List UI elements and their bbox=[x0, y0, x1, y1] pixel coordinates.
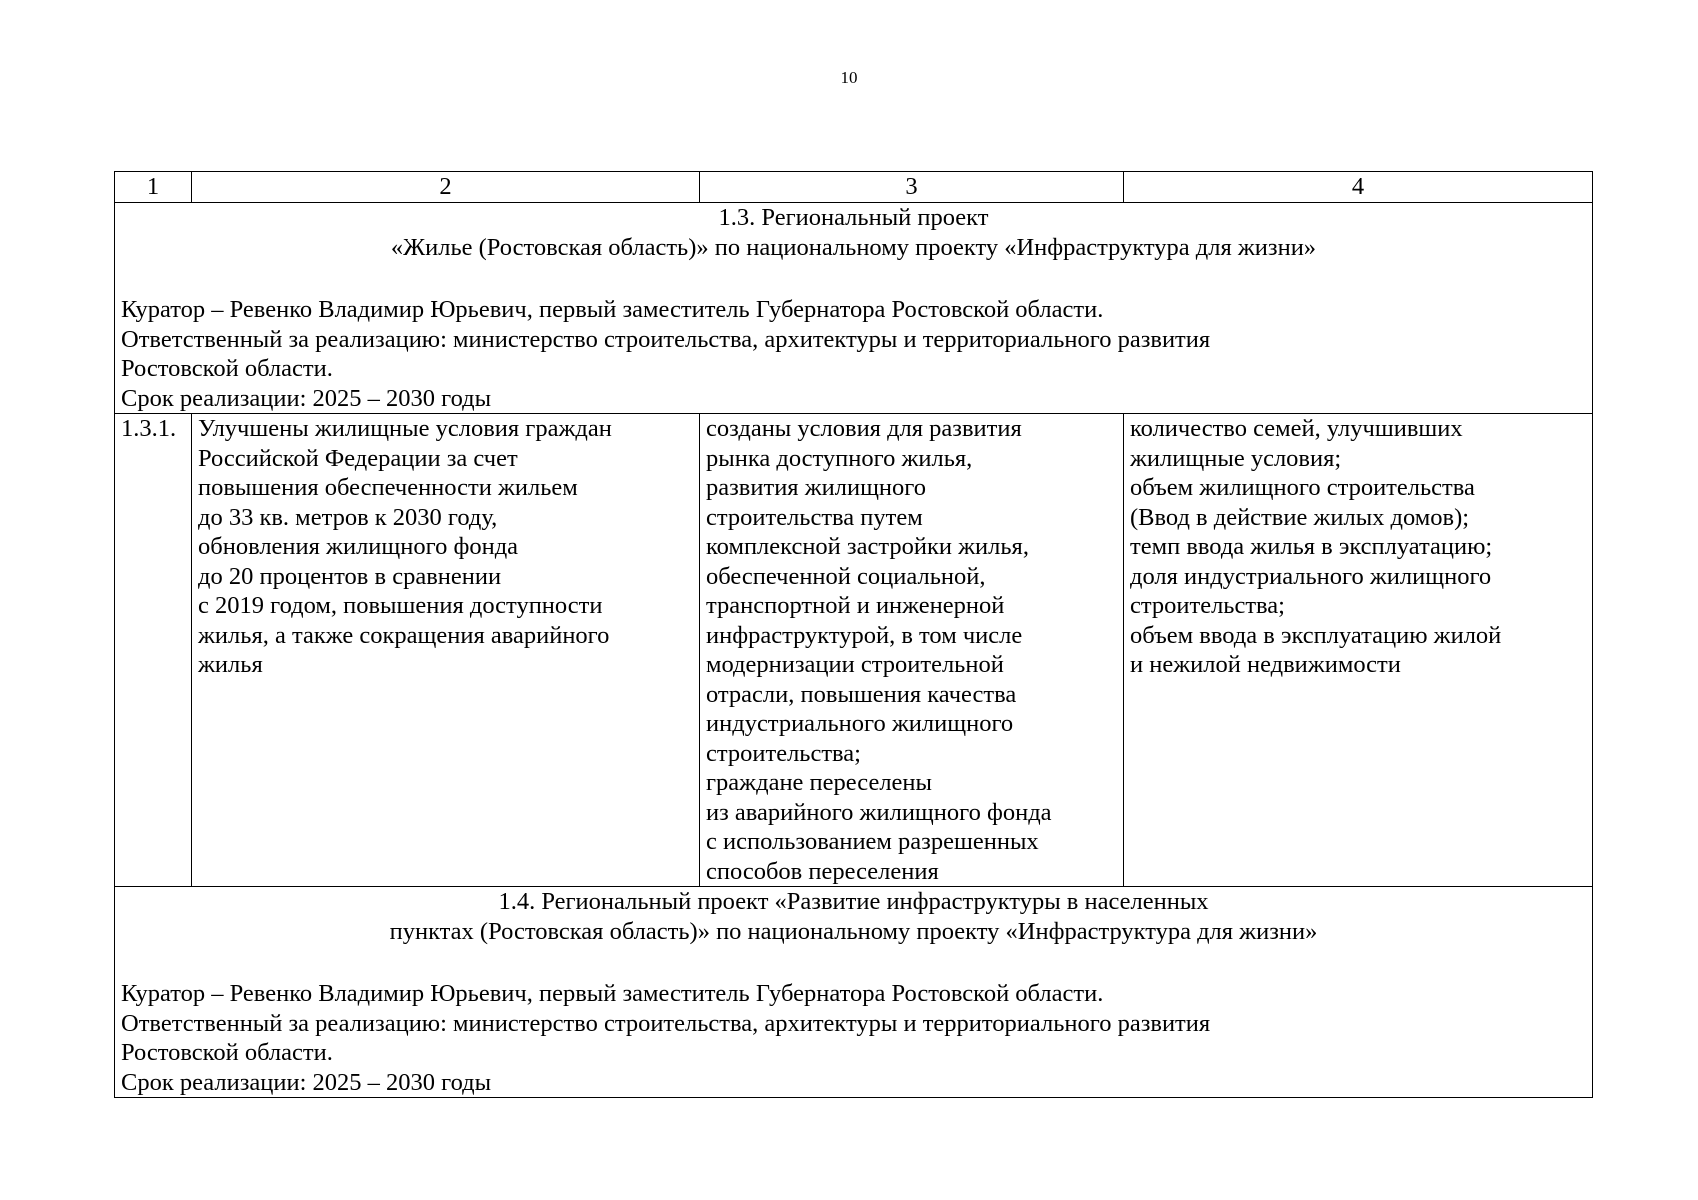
effects-line: рынка доступного жилья, bbox=[706, 444, 973, 472]
effects-line: способов переселения bbox=[706, 857, 939, 885]
column-number-4: 4 bbox=[1124, 172, 1593, 203]
effects-line: развития жилищного bbox=[706, 474, 926, 501]
indicators-line: темп ввода жилья в эксплуатацию; bbox=[1130, 533, 1493, 560]
effects-line: созданы условия для развития bbox=[706, 415, 1022, 442]
task-line: повышения обеспеченности жильем bbox=[198, 474, 578, 501]
indicators-line: и нежилой недвижимости bbox=[1130, 651, 1401, 678]
document-table bbox=[114, 171, 1593, 1098]
section-row-1-4 bbox=[115, 887, 1593, 1098]
section-1-3-period: Срок реализации: 2025 – 2030 годы bbox=[121, 384, 492, 412]
section-1-4-cell bbox=[115, 887, 1593, 1098]
effects-line: строительства путем bbox=[706, 503, 923, 531]
effects-line: инфраструктурой, в том числе bbox=[706, 621, 1023, 649]
effects-line: транспортной и инженерной bbox=[706, 592, 1005, 619]
effects-line: обеспеченной социальной, bbox=[706, 562, 986, 590]
indicators-line: объем жилищного строительства bbox=[1130, 474, 1475, 501]
effects-line: из аварийного жилищного фонда bbox=[706, 798, 1052, 826]
task-line: жилья, а также сокращения аварийного bbox=[198, 621, 610, 649]
row-1-3-1-task bbox=[192, 414, 700, 887]
row-1-3-1-effects bbox=[700, 414, 1124, 887]
effects-line: индустриального жилищного bbox=[706, 710, 1014, 737]
indicators-line: доля индустриального жилищного bbox=[1130, 562, 1492, 590]
section-1-4-responsible-line-1: Ответственный за реализацию: министерство строительства, архитектуры и территориального развития bbox=[121, 1009, 1211, 1037]
effects-line: отрасли, повышения качества bbox=[706, 680, 1017, 708]
section-1-4-responsible-line-2: Ростовской области. bbox=[121, 1039, 333, 1066]
section-1-4-period: Срок реализации: 2025 – 2030 годы bbox=[121, 1068, 492, 1096]
column-number-3: 3 bbox=[700, 172, 1124, 203]
page-number: 10 bbox=[840, 68, 858, 87]
task-line: до 20 процентов в сравнении bbox=[198, 562, 502, 590]
section-1-4-curator: Куратор – Ревенко Владимир Юрьевич, первый заместитель Губернатора Ростовской области. bbox=[121, 980, 1104, 1007]
task-line: Улучшены жилищные условия граждан bbox=[198, 415, 612, 442]
section-1-4-title-line-1: 1.4. Региональный проект «Развитие инфраструктуры в населенных bbox=[498, 888, 1209, 915]
effects-line: комплексной застройки жилья, bbox=[706, 533, 1029, 560]
row-1-3-1-indicators bbox=[1124, 414, 1593, 887]
section-row-1-3 bbox=[115, 203, 1593, 414]
row-1-3-1-number: 1.3.1. bbox=[115, 414, 192, 887]
column-number-1: 1 bbox=[115, 172, 192, 203]
effects-line: с использованием разрешенных bbox=[706, 828, 1039, 855]
section-1-3-responsible-line-2: Ростовской области. bbox=[121, 355, 333, 382]
section-1-3-responsible-line-1: Ответственный за реализацию: министерство строительства, архитектуры и территориального развития bbox=[121, 325, 1211, 353]
table-header-row bbox=[115, 172, 1593, 203]
indicators-line: строительства; bbox=[1130, 592, 1285, 619]
section-1-3-title-line-1: 1.3. Региональный проект bbox=[718, 204, 989, 231]
section-1-3-curator: Куратор – Ревенко Владимир Юрьевич, первый заместитель Губернатора Ростовской области. bbox=[121, 296, 1104, 323]
section-1-4-title-line-2: пунктах (Ростовская область)» по национальному проекту «Инфраструктура для жизни» bbox=[389, 917, 1318, 945]
effects-line: граждане переселены bbox=[706, 769, 932, 796]
indicators-line: жилищные условия; bbox=[1130, 444, 1342, 472]
effects-line: строительства; bbox=[706, 739, 861, 767]
section-1-3-title-line-2: «Жилье (Ростовская область)» по национальному проекту «Инфраструктура для жизни» bbox=[390, 233, 1317, 261]
section-1-3-cell bbox=[115, 203, 1593, 414]
indicators-line: (Ввод в действие жилых домов); bbox=[1130, 503, 1470, 531]
column-number-2: 2 bbox=[192, 172, 700, 203]
task-line: Российской Федерации за счет bbox=[198, 444, 518, 472]
task-line: жилья bbox=[198, 651, 263, 678]
task-line: обновления жилищного фонда bbox=[198, 533, 519, 560]
task-line: с 2019 годом, повышения доступности bbox=[198, 592, 603, 619]
section-1-3-spacer bbox=[121, 262, 1586, 295]
effects-line: модернизации строительной bbox=[706, 651, 1004, 678]
section-1-4-spacer bbox=[121, 946, 1586, 979]
task-line: до 33 кв. метров к 2030 году, bbox=[198, 503, 498, 531]
indicators-line: количество семей, улучшивших bbox=[1130, 415, 1463, 442]
indicators-line: объем ввода в эксплуатацию жилой bbox=[1130, 621, 1502, 649]
table-row-1-3-1 bbox=[115, 414, 1593, 887]
